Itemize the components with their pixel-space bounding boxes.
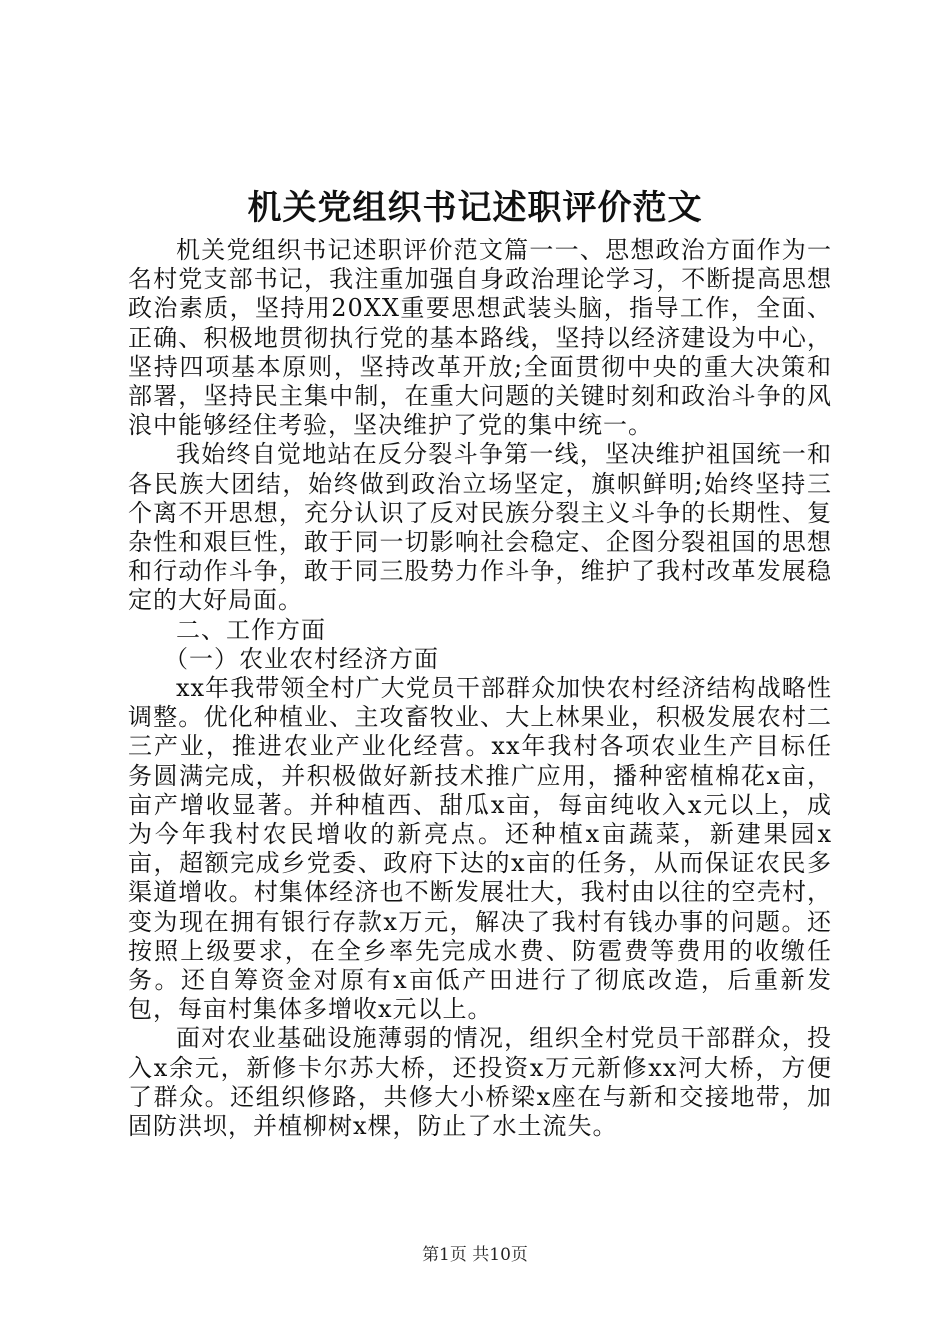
paragraph-anti-separatism: 我始终自觉地站在反分裂斗争第一线，坚决维护祖国统一和各民族大团结，始终做到政治立场坚定，旗帜鲜明;始终坚持三个离不开思想，充分认识了反对民族分裂主义斗争的长期性、复杂性和艰巨性，敢于同一切影响社会稳定、企图分裂祖国的思想和行动作斗争，敢于同三股势力作斗争，维护了我村改革发展稳定的大好局面。 <box>128 440 832 615</box>
paragraph-agriculture-economy: xx年我带领全村广大党员干部群众加快农村经济结构战略性调整。优化种植业、主攻畜牧业、大上林果业，积极发展农村二三产业，推进农业产业化经营。xx年我村各项农业生产目标任务圆满完成，并积极做好新技术推广应用，播种密植棉花x亩，亩产增收显著。并种植西、甜瓜x亩，每亩纯收入x元以上，成为今年我村农民增收的新亮点。还种植x亩蔬菜，新建果园x亩，超额完成乡党委、政府下达的x亩的任务，从而保证农民多渠道增收。村集体经济也不断发展壮大，我村由以往的空壳村，变为现在拥有银行存款x万元，解决了我村有钱办事的问题。还按照上级要求，在全乡率先完成水费、防雹费等费用的收缴任务。还自筹资金对原有x亩低产田进行了彻底改造，后重新发包，每亩村集体多增收x元以上。 <box>128 674 832 1024</box>
paragraph-infrastructure: 面对农业基础设施薄弱的情况，组织全村党员干部群众，投入x余元，新修卡尔苏大桥，还投资x万元新修xx河大桥，方便了群众。还组织修路，共修大小桥梁x座在与新和交接地带，加固防洪坝，并植柳树x棵，防止了水土流失。 <box>128 1024 832 1141</box>
document-body <box>128 236 832 1141</box>
subsection-heading-agriculture: （一）农业农村经济方面 <box>164 644 439 673</box>
document-title: 机关党组织书记述职评价范文 <box>247 188 703 228</box>
paragraph-political-thought: 机关党组织书记述职评价范文篇一一、思想政治方面作为一名村党支部书记，我注重加强自身政治理论学习，不断提高思想政治素质，坚持用20XX重要思想武装头脑，指导工作，全面、正确、积极地贯彻执行党的基本路线，坚持以经济建设为中心，坚持四项基本原则，坚持改革开放;全面贯彻中央的重大决策和部署，坚持民主集中制，在重大问题的关键时刻和政治斗争的风浪中能够经住考验，坚决维护了党的集中统一。 <box>128 236 832 440</box>
section-heading-work: 二、工作方面 <box>176 615 326 644</box>
page-number-footer: 第1页 共10页 <box>422 1245 528 1265</box>
